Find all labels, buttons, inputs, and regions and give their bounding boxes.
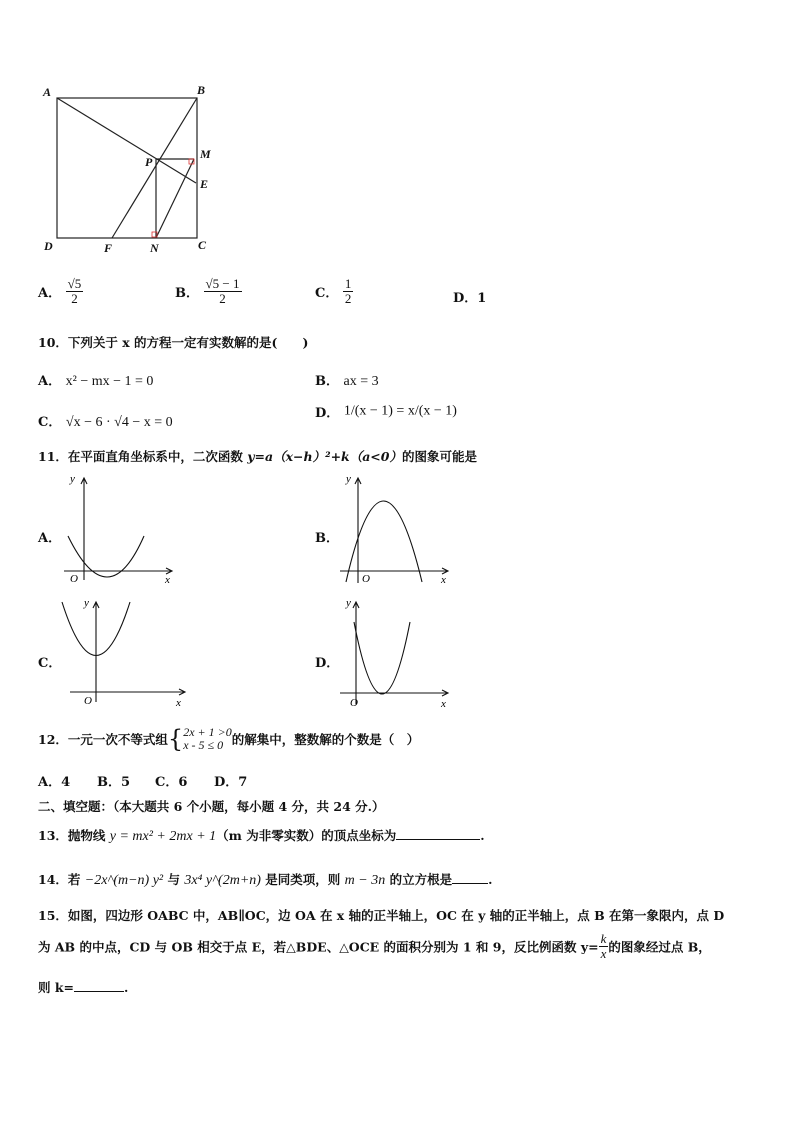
label-m: M: [200, 147, 211, 161]
q9-option-b[interactable]: [175, 277, 242, 306]
stem-prefix: 14．若: [38, 872, 85, 887]
q11-option-c-label[interactable]: C．: [38, 656, 62, 671]
option-label: B．: [315, 374, 339, 389]
q11-option-d-label[interactable]: D．: [315, 656, 340, 671]
answer-blank[interactable]: [452, 883, 488, 884]
q12-option-d[interactable]: D．7: [214, 775, 248, 790]
stem-middle: （m 为非零实数）的顶点坐标为: [216, 828, 397, 843]
stem-and: 与: [163, 872, 185, 887]
y-label: y: [346, 473, 351, 485]
stem-suffix: .: [480, 828, 485, 843]
answer-blank[interactable]: [74, 991, 124, 992]
numerator: 1: [344, 276, 352, 291]
line3-end: .: [124, 980, 129, 995]
label-b: B: [197, 83, 206, 97]
q15-line-2: [38, 932, 711, 961]
q14-stem: [38, 870, 492, 889]
option-label: A．: [38, 286, 62, 301]
q12-stem: [38, 725, 419, 753]
origin-label: O: [362, 573, 370, 585]
origin-label: O: [84, 695, 92, 707]
segment-bf: [112, 98, 197, 238]
option-label: D．: [453, 291, 478, 306]
parabola: [346, 501, 422, 582]
segment-ae: [57, 98, 196, 183]
section-heading: 二、填空题：（本大题共 6 个小题，每小题 4 分，共 24 分.）: [38, 799, 385, 814]
option-expr: 1/(x − 1) = x/(x − 1): [343, 403, 457, 419]
option-value: 1: [477, 291, 487, 306]
label-e: E: [200, 177, 209, 191]
q11-stem: [38, 447, 477, 465]
denominator: 2: [219, 291, 226, 306]
numerator: √5: [67, 276, 82, 291]
graph-a: [60, 470, 180, 585]
x-label: x: [441, 698, 446, 710]
stem-suffix: 的解集中，整数解的个数是（ ）: [231, 732, 420, 747]
option-expr: √x − 6 · √4 − x = 0: [65, 415, 173, 430]
stem-prefix: 13．抛物线: [38, 828, 110, 843]
q9-option-d[interactable]: [453, 287, 486, 306]
square-abcd: [57, 98, 197, 238]
x-label: x: [176, 697, 181, 709]
square-figure: [38, 80, 218, 260]
option-label: C．: [315, 286, 339, 301]
q10-option-c[interactable]: [38, 411, 173, 431]
y-label: y: [84, 597, 89, 609]
stem-suffix: 的图象可能是: [401, 449, 477, 464]
term-2: 3x⁴ y^(2m+n): [184, 873, 261, 888]
denominator: x: [600, 946, 607, 961]
q13-stem: [38, 826, 485, 845]
label-d: D: [44, 239, 53, 253]
q9-option-c[interactable]: [315, 277, 353, 306]
option-expr: x² − mx − 1 = 0: [65, 374, 154, 389]
numerator: √5 − 1: [205, 276, 240, 291]
brace-icon: {: [167, 725, 184, 753]
fraction: [204, 277, 242, 306]
origin-label: O: [350, 697, 358, 709]
parabola: [354, 622, 410, 694]
q10-stem: 10．下列关于 x 的方程一定有实数解的是( ): [38, 335, 309, 350]
stem-suffix: 的立方根是: [385, 872, 453, 887]
graph-d: [336, 594, 456, 714]
label-c: C: [198, 238, 207, 252]
label-f: F: [104, 241, 113, 255]
y-label: y: [70, 473, 75, 485]
stem-prefix: 12．一元一次不等式组: [38, 732, 168, 747]
denominator: 2: [71, 291, 78, 306]
stem-end: .: [488, 872, 493, 887]
label-n: N: [150, 241, 159, 255]
option-label: A．: [38, 374, 62, 389]
line3-prefix: 则 k=: [38, 980, 74, 995]
q11-option-b-label[interactable]: B．: [315, 531, 339, 546]
q15-line-3: [38, 978, 128, 996]
q11-option-a-label[interactable]: A．: [38, 531, 62, 546]
label-a: A: [43, 85, 52, 99]
q15-line-1: 15．如图，四边形 OABC 中，AB∥OC，边 OA 在 x 轴的正半轴上，OC 在 y 轴的正半轴上，点 B 在第一象限内，点 D: [38, 908, 725, 923]
x-label: x: [441, 574, 446, 585]
q12-option-a[interactable]: A．4: [38, 775, 71, 790]
label-p: P: [145, 155, 153, 169]
origin-label: O: [70, 573, 78, 585]
option-label: D．: [315, 406, 340, 421]
graph-c: [60, 594, 190, 709]
inequality-1: 2x + 1 >0: [183, 725, 232, 739]
denominator: 2: [344, 291, 352, 306]
q10-option-a[interactable]: [38, 370, 153, 390]
option-label: B．: [175, 286, 199, 301]
inequality-system: [183, 726, 232, 752]
option-expr: ax = 3: [343, 374, 379, 389]
expr-m-3n: m − 3n: [344, 873, 386, 888]
stem-prefix: 11．在平面直角坐标系中，二次函数: [38, 449, 248, 464]
y-label: y: [346, 597, 351, 609]
graph-b: [336, 470, 456, 585]
line2-prefix: 为 AB 的中点，CD 与 OB 相交于点 E，若△BDE、△OCE 的面积分别为 1 和 9，反比例函数 y=: [38, 939, 599, 955]
q12-option-b[interactable]: B．5: [97, 775, 131, 790]
inequality-2: x - 5 ≤ 0: [183, 738, 224, 752]
x-label: x: [165, 574, 170, 585]
parabola-expr: y = mx² + 2mx + 1: [109, 829, 217, 844]
q10-option-b[interactable]: [315, 370, 379, 390]
stem-middle: 是同类项，则: [260, 872, 345, 887]
fraction: [66, 277, 84, 306]
answer-blank[interactable]: [396, 839, 480, 840]
term-1: −2x^(m−n) y²: [84, 873, 164, 888]
option-label: C．: [38, 415, 62, 430]
fraction: [343, 277, 354, 306]
line2-suffix: 的图象经过点 B，: [608, 939, 711, 955]
q9-option-a[interactable]: [38, 277, 83, 306]
fraction-k-over-x: [599, 932, 609, 961]
q12-option-c[interactable]: C．6: [155, 775, 188, 790]
q10-option-d[interactable]: [315, 402, 457, 421]
numerator: k: [600, 931, 607, 946]
stem-function: y=a（x−h）²+k（a<0）: [247, 449, 402, 464]
